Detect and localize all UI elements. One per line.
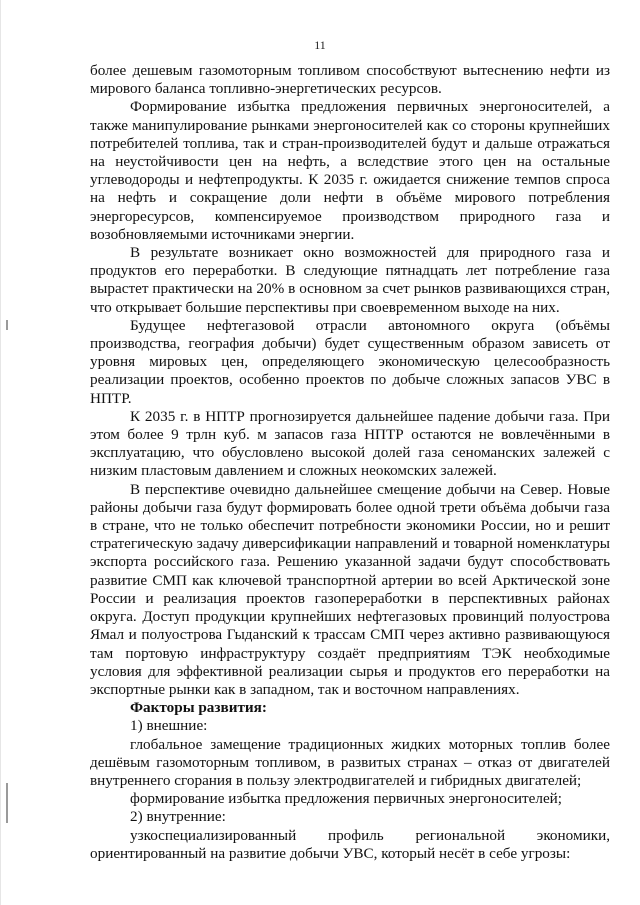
document-body <box>90 62 610 863</box>
paragraph: формирование избытка предложения первичных энергоносителей; <box>130 790 563 808</box>
paragraph: Будущее нефтегазовой отрасли автономного округа (объёмы производства, география добычи) будет существенным образом зависеть от уровня мировых цен, определяющего экономическую целесообразность реализации проектов, особенно проектов по добыче сложных запасов УВС в НПТР. <box>90 316 610 407</box>
paragraph: К 2035 г. в НПТР прогнозируется дальнейшее падение добычи газа. При этом более 9 трлн куб. м запасов газа НПТР остаются не вовлечёнными в эксплуатацию, что обусловлено высокой долей газа сеноманских залежей с низким пластовым давлением и сложных неокомских залежей. <box>90 407 610 480</box>
list-item: 1) внешние: <box>130 717 208 735</box>
section-heading: Факторы развития: <box>130 699 267 717</box>
paragraph: более дешевым газомоторным топливом способствуют вытеснению нефти из мирового баланса топливно-энергетических ресурсов. <box>90 62 610 98</box>
paragraph: узкоспециализированный профиль региональной экономики, ориентированный на развитие добычи УВС, который несёт в себе угрозы: <box>90 826 610 862</box>
page-number: 11 <box>314 38 326 52</box>
scan-edge-line <box>0 0 1 905</box>
margin-mark <box>6 783 8 823</box>
paragraph: Формирование избытка предложения первичных энергоносителей, а также манипулирование рынками энергоносителей как со стороны крупнейших потребителей топлива, так и стран-производителей будут и дальше отражаться на неустойчивости цен на нефть, а вследствие этого цен на остальные углеводороды и нефтепродукты. К 2035 г. ожидается снижение темпов спроса на нефть и сокращение доли нефти в объёме мирового потребления энергоресурсов, компенсируемое производством природного газа и возобновляемыми источниками энергии. <box>90 98 610 243</box>
paragraph: В результате возникает окно возможностей для природного газа и продуктов его переработки. В следующие пятнадцать лет потребление газа вырастет практически на 20% в основном за счет рынков развивающихся стран, что открывает большие перспективы при своевременном выходе на них. <box>90 244 610 316</box>
margin-mark <box>6 320 8 330</box>
paragraph: глобальное замещение традиционных жидких моторных топлив более дешёвым газомоторным топливом, в развитых странах – отказ от двигателей внутреннего сгорания в пользу электродвигателей и гибридных двигателей; <box>90 735 610 789</box>
list-item: 2) внутренние: <box>130 808 226 826</box>
paragraph: В перспективе очевидно дальнейшее смещение добычи на Север. Новые районы добычи газа будут формировать более одной трети объёма добычи газа в стране, что не только обеспечит потребности экономики России, но и решит стратегическую задачу диверсификации направлений и товарной номенклатуры экспорта российского газа. Решению указанной задачи будут способствовать развитие СМП как ключевой транспортной артерии во всей Арктической зоне России и реализация проектов газопереработки в перспективных районах округа. Доступ продукции крупнейших нефтегазовых провинций полуострова Ямал и полуострова Гыданский к трассам СМП через активно развивающуюся там портовую инфраструктуру создаёт предприятиям ТЭК необходимые условия для эффективной реализации сырья и продуктов его переработки на экспортные рынки как в западном, так и восточном направлениях. <box>90 480 610 698</box>
